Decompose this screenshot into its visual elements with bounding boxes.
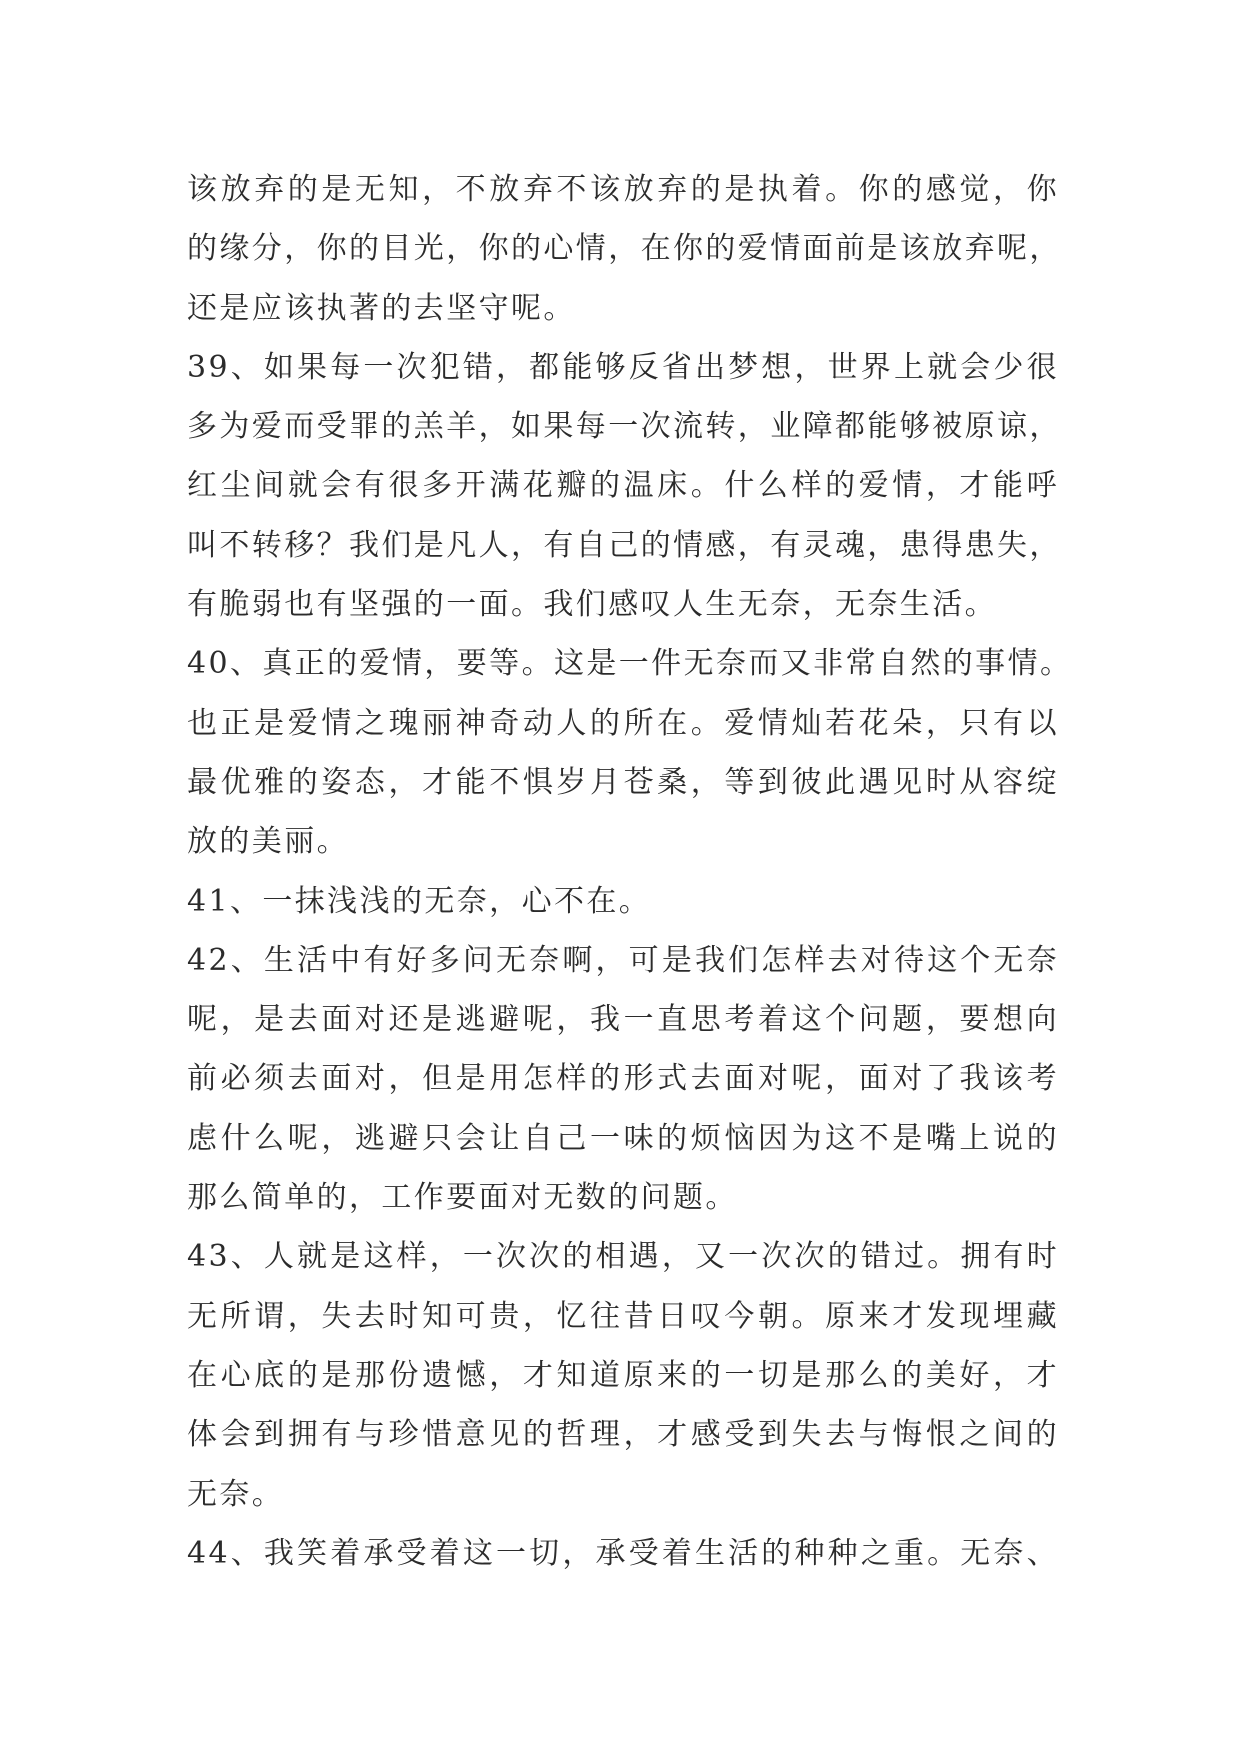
- text-line: 放的美丽。: [187, 824, 349, 860]
- paragraph-41: [187, 872, 1059, 931]
- text-line: 41、一抹浅浅的无奈，心不在。: [187, 883, 652, 919]
- text-line: 呢，是去面对还是逃避呢，我一直思考着这个问题，要想向: [187, 1002, 1059, 1038]
- paragraph-42: [187, 931, 1059, 1227]
- text-line: 前必须去面对，但是用怎样的形式去面对呢，面对了我该考: [187, 1061, 1059, 1097]
- text-line: 43、人就是这样，一次次的相遇，又一次次的错过。拥有时: [187, 1239, 1059, 1275]
- text-line: 42、生活中有好多问无奈啊，可是我们怎样去对待这个无奈: [187, 942, 1059, 978]
- text-line: 还是应该执著的去坚守呢。: [187, 290, 576, 326]
- text-line: 叫不转移？我们是凡人，有自己的情感，有灵魂，患得患失，: [187, 527, 1062, 563]
- paragraph-44: [187, 1524, 1059, 1583]
- paragraph-39: [187, 338, 1062, 634]
- text-line: 虑什么呢，逃避只会让自己一味的烦恼因为这不是嘴上说的: [187, 1120, 1059, 1156]
- text-line: 那么简单的，工作要面对无数的问题。: [187, 1180, 738, 1216]
- paragraph-40: [187, 634, 1073, 871]
- text-line: 无所谓，失去时知可贵，忆往昔日叹今朝。原来才发现埋藏: [187, 1298, 1059, 1334]
- text-line: 体会到拥有与珍惜意见的哲理，才感受到失去与悔恨之间的: [187, 1417, 1059, 1453]
- text-line: 多为爱而受罪的羔羊，如果每一次流转，业障都能够被原谅，: [187, 409, 1062, 445]
- text-line: 39、如果每一次犯错，都能够反省出梦想，世界上就会少很: [187, 349, 1059, 385]
- text-line: 有脆弱也有坚强的一面。我们感叹人生无奈，无奈生活。: [187, 587, 997, 623]
- text-line: 的缘分，你的目光，你的心情，在你的爱情面前是该放弃呢，: [187, 231, 1062, 267]
- paragraph-43: [187, 1227, 1059, 1523]
- text-line: 红尘间就会有很多开满花瓣的温床。什么样的爱情，才能呼: [187, 468, 1059, 504]
- text-line: 也正是爱情之瑰丽神奇动人的所在。爱情灿若花朵，只有以: [187, 705, 1059, 741]
- document-body: [187, 160, 1073, 1583]
- text-line: 该放弃的是无知，不放弃不该放弃的是执着。你的感觉，你: [187, 172, 1059, 207]
- text-line: 最优雅的姿态，才能不惧岁月苍桑，等到彼此遇见时从容绽: [187, 764, 1059, 800]
- text-line: 在心底的是那份遗憾，才知道原来的一切是那么的美好，才: [187, 1357, 1059, 1393]
- text-line: 无奈。: [187, 1476, 285, 1512]
- paragraph-continuation: [187, 160, 1062, 338]
- text-line: 44、我笑着承受着这一切，承受着生活的种种之重。无奈、: [187, 1535, 1059, 1571]
- text-line: 40、真正的爱情，要等。这是一件无奈而又非常自然的事情。: [187, 646, 1073, 682]
